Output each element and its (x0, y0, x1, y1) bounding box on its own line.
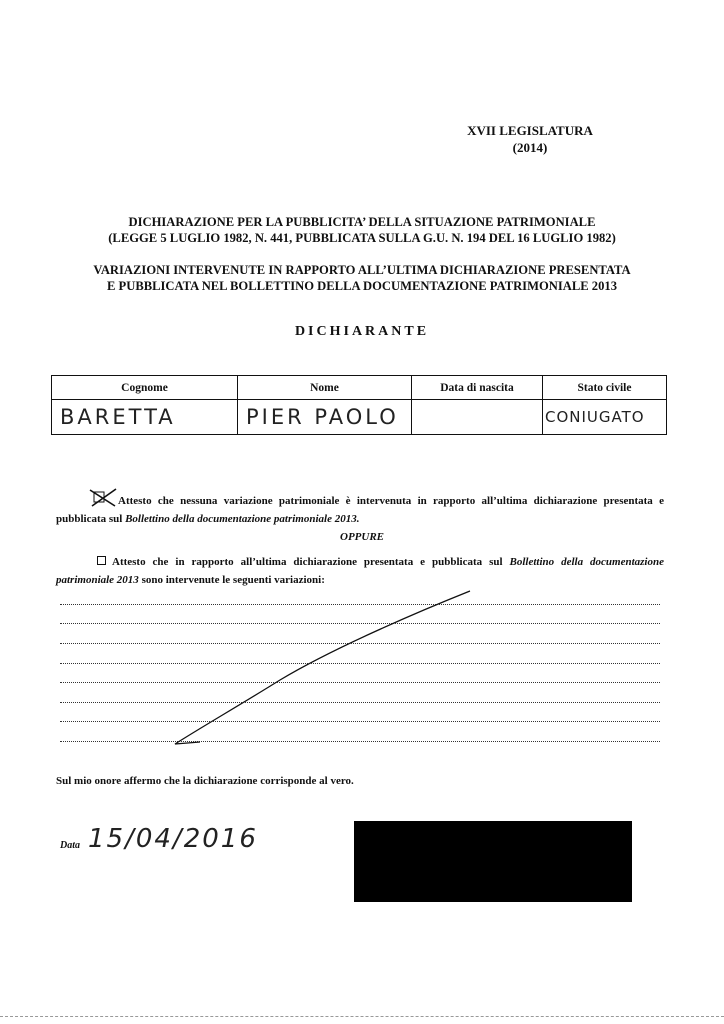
scan-edge-line (0, 1016, 724, 1017)
option-variations-italic: Bollettino della documentazione patrimoniale 2013 (56, 556, 664, 586)
table-header-row (52, 376, 667, 400)
option-variations (56, 553, 664, 589)
date-label: Data (60, 840, 80, 851)
dotted-line (60, 662, 660, 664)
dotted-line (60, 701, 660, 703)
option-no-variation-text: Attesto che nessuna variazione patrimoniale è intervenuta in rapporto all’ultima dichiarazione presentata e pubblicata sul (56, 495, 664, 525)
header-stato-civile: Stato civile (543, 376, 667, 400)
cell-stato-civile: CONIUGATO (543, 400, 667, 435)
option-variations-text-a: Attesto che in rapporto all’ultima dichiarazione presentata e pubblicata sul (112, 556, 510, 568)
title-line-1: DICHIARAZIONE PER LA PUBBLICITA’ DELLA SITUAZIONE PATRIMONIALE (128, 215, 596, 229)
dotted-line (60, 720, 660, 722)
option-no-variation-italic: Bollettino della documentazione patrimoniale 2013. (125, 513, 360, 525)
dotted-line (60, 681, 660, 683)
dotted-line (60, 603, 660, 605)
dotted-line (60, 622, 660, 624)
dotted-line (60, 740, 660, 742)
table-row (52, 400, 667, 435)
cell-data-nascita (412, 400, 543, 435)
title-line-4: E PUBBLICATA NEL BOLLETTINO DELLA DOCUMENTAZIONE PATRIMONIALE 2013 (106, 279, 617, 293)
legislatura-year: (2014) (512, 140, 548, 155)
cell-nome: PIER PAOLO (238, 400, 412, 435)
date-value: 15/04/2016 (88, 824, 258, 854)
legislatura-block (430, 122, 630, 156)
header-data-nascita: Data di nascita (412, 376, 543, 400)
option-no-variation (56, 492, 664, 528)
title-line-3: VARIAZIONI INTERVENUTE IN RAPPORTO ALL’ULTIMA DICHIARAZIONE PRESENTATA (93, 263, 631, 277)
header-nome: Nome (238, 376, 412, 400)
unchecked-box-icon[interactable] (97, 556, 106, 565)
affirmation-text: Sul mio onore affermo che la dichiarazione corrisponde al vero. (56, 775, 354, 787)
section-title: DICHIARANTE (294, 324, 430, 339)
cell-cognome: BARETTA (52, 400, 238, 435)
legislatura-label: XVII LEGISLATURA (467, 123, 593, 138)
title-line-2: (LEGGE 5 LUGLIO 1982, N. 441, PUBBLICATA SULLA G.U. N. 194 DEL 16 LUGLIO 1982) (108, 231, 616, 245)
oppure-label: OPPURE (340, 531, 384, 543)
dotted-line (60, 642, 660, 644)
header-cognome: Cognome (52, 376, 238, 400)
dichiarante-table (51, 375, 667, 435)
signature-redaction (354, 821, 632, 902)
option-variations-text-b: sono intervenute le seguenti variazioni: (138, 574, 325, 586)
